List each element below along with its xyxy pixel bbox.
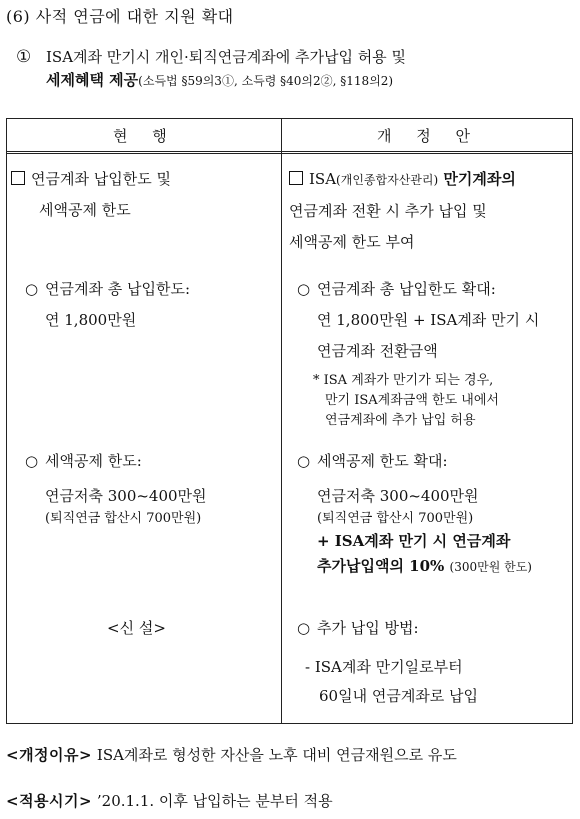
bullet-circle-icon: ○ bbox=[25, 280, 39, 298]
bullet-circle-icon: ○ bbox=[25, 452, 39, 470]
header-current: 현 행 bbox=[113, 127, 177, 145]
current-new-label: <신 설> bbox=[107, 619, 166, 637]
revision-reason-text: ISA계좌로 형성한 자산을 노후 대비 연금재원으로 유도 bbox=[96, 746, 457, 764]
bullet-circle-icon: ○ bbox=[297, 280, 311, 298]
revised-item-payment-method: ○ 추가 납입 방법: - ISA계좌 만기일로부터 60일내 연금계좌로 납입 bbox=[297, 616, 478, 709]
intro-line-2 bbox=[16, 69, 576, 93]
intro-paragraph bbox=[16, 46, 576, 93]
intro-text-1: ISA계좌 만기시 개인·퇴직연금계좌에 추가납입 허용 및 bbox=[46, 48, 406, 66]
current-item-payment-limit: ○ 연금계좌 총 납입한도: 연 1,800만원 bbox=[25, 277, 190, 333]
effective-date bbox=[6, 790, 333, 811]
revised-item-payment-limit: ○ 연금계좌 총 납입한도 확대: 연 1,800만원 + ISA계좌 만기 시 연금계좌 전환금액 bbox=[297, 277, 539, 364]
checkbox-square-icon bbox=[11, 171, 25, 185]
bullet-circle-icon: ○ bbox=[297, 619, 311, 637]
revision-reason bbox=[6, 744, 457, 765]
revised-heading: ISA(개인종합자산관리) 만기계좌의 연금계좌 전환 시 추가 납입 및 세액공제 한도 부여 bbox=[289, 170, 516, 251]
checkbox-square-icon bbox=[289, 171, 303, 185]
intro-legal-ref: (소득법 §59의3①, 소득령 §40의2②, §118의2) bbox=[138, 74, 394, 88]
revised-note: * ISA 계좌가 만기가 되는 경우, 만기 ISA계좌금액 한도 내에서 연금계좌에 추가 납입 허용 bbox=[313, 373, 499, 428]
comparison-table bbox=[6, 118, 573, 724]
intro-number: ① bbox=[16, 47, 32, 67]
bullet-circle-icon: ○ bbox=[297, 452, 311, 470]
revision-reason-label: <개정이유> bbox=[6, 746, 93, 764]
header-revised: 개 정 안 bbox=[377, 127, 481, 145]
effective-date-text: ’20.1.1. 이후 납입하는 분부터 적용 bbox=[96, 792, 333, 810]
effective-date-label: <적용시기> bbox=[6, 792, 93, 810]
section-title: (6) 사적 연금에 대한 지원 확대 bbox=[6, 7, 234, 26]
column-divider bbox=[281, 119, 282, 723]
intro-line-1 bbox=[16, 46, 576, 69]
revised-item-deduction-limit: ○ 세액공제 한도 확대: 연금저축 300~400만원 (퇴직연금 합산시 700만원) + ISA계좌 만기 시 연금계좌 추가납입액의 10% (300만원 한도) bbox=[297, 449, 532, 580]
table-header bbox=[7, 119, 572, 154]
current-item-deduction-limit: ○ 세액공제 한도: 연금저축 300~400만원 (퇴직연금 합산시 700만원) bbox=[25, 449, 207, 529]
intro-text-2: 세제혜택 제공 bbox=[46, 71, 139, 89]
current-heading: 연금계좌 납입한도 및 세액공제 한도 bbox=[11, 167, 171, 223]
